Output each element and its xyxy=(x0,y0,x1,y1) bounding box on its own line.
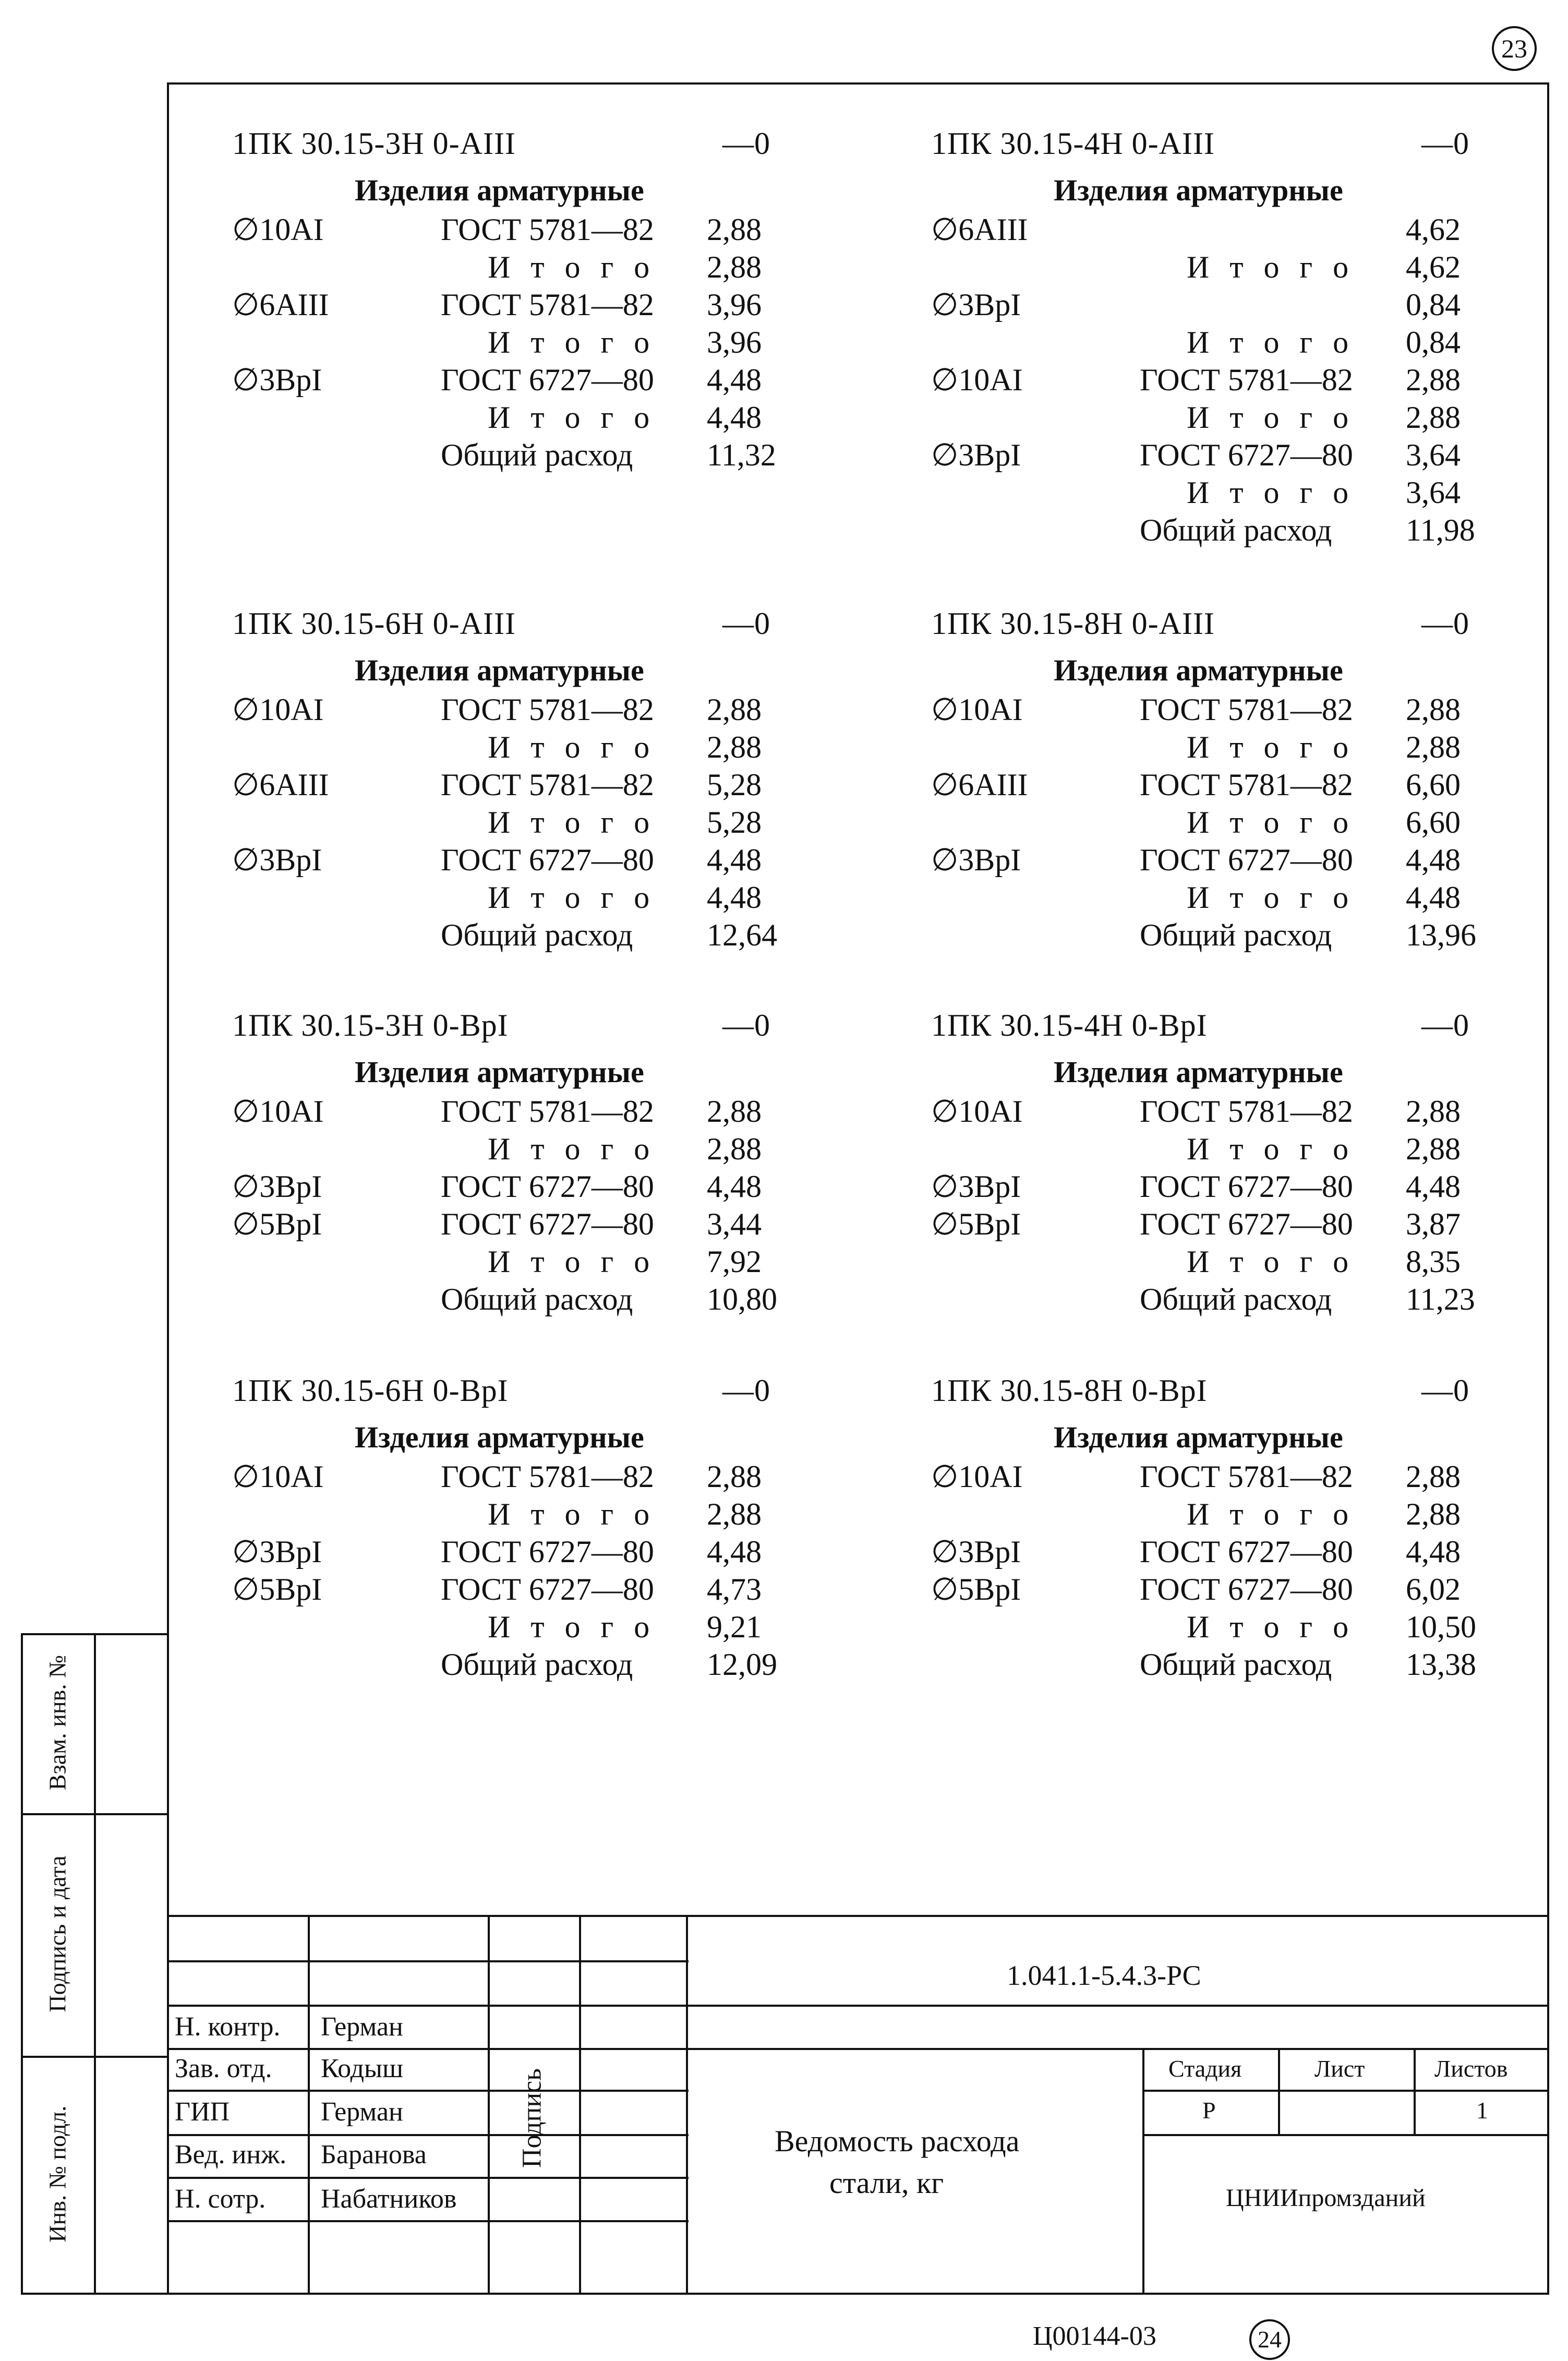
block-suffix: —0 xyxy=(722,1373,770,1408)
mass-value: 12,09 xyxy=(707,1647,777,1682)
rebar-code: ∅5ВрI xyxy=(931,1572,1021,1607)
total-label: Общий расход xyxy=(441,918,633,952)
gost-standard: ГОСТ 6727—80 xyxy=(441,1169,654,1204)
gost-standard: ГОСТ 6727—80 xyxy=(1140,1207,1353,1241)
stamp-list-label: Лист xyxy=(1314,2055,1365,2082)
subtotal-label: И т о г о xyxy=(488,1497,656,1531)
gost-standard: ГОСТ 5781—82 xyxy=(441,212,654,247)
subtotal-label: И т о г о xyxy=(1187,880,1355,915)
block-suffix: —0 xyxy=(1421,1008,1469,1042)
mass-value: 4,48 xyxy=(707,1169,762,1204)
mass-value: 6,02 xyxy=(1406,1572,1461,1607)
total-label: Общий расход xyxy=(1140,918,1332,952)
subtotal-label: И т о г о xyxy=(488,1132,656,1166)
rebar-code: ∅3ВрI xyxy=(232,1535,322,1569)
side-divider-1 xyxy=(21,1813,169,1815)
gost-standard: ГОСТ 5781—82 xyxy=(1140,1459,1353,1494)
rebar-code: ∅3ВрI xyxy=(232,1169,322,1204)
block-title: 1ПК 30.15-6Н 0-АIII xyxy=(232,606,516,641)
block-title: 1ПК 30.15-4Н 0-ВрI xyxy=(931,1008,1208,1042)
subtotal-label: И т о г о xyxy=(488,880,656,915)
mass-value: 4,48 xyxy=(707,843,762,877)
gost-standard: ГОСТ 5781—82 xyxy=(441,1094,654,1129)
subtotal-label: И т о г о xyxy=(1187,400,1355,435)
mass-value: 2,88 xyxy=(707,692,762,727)
block-section-heading: Изделия арматурные xyxy=(1054,1420,1343,1454)
total-label: Общий расход xyxy=(1140,513,1332,547)
subtotal-label: И т о г о xyxy=(488,805,656,840)
mass-value: 2,88 xyxy=(1406,692,1461,727)
mass-value: 3,96 xyxy=(707,325,762,359)
block-section-heading: Изделия арматурные xyxy=(355,653,644,687)
mass-value: 2,88 xyxy=(1406,1497,1461,1531)
subtotal-label: И т о г о xyxy=(1187,1610,1355,1644)
stamp-role-4: Вед. инж. xyxy=(175,2140,287,2170)
gost-standard: ГОСТ 5781—82 xyxy=(441,287,654,322)
stamp-role-5: Н. сотр. xyxy=(175,2184,266,2214)
mass-value: 8,35 xyxy=(1406,1244,1461,1279)
rebar-code: ∅5ВрI xyxy=(931,1207,1021,1241)
mass-value: 2,88 xyxy=(1406,1132,1461,1166)
stamp-title-line2: стали, кг xyxy=(829,2166,944,2200)
stamp-name-2: Кодыш xyxy=(321,2054,404,2083)
rebar-code: ∅10AI xyxy=(931,363,1023,397)
mass-value: 2,88 xyxy=(1406,363,1461,397)
block-section-heading: Изделия арматурные xyxy=(1054,1055,1343,1089)
stamp-name-1: Герман xyxy=(321,2012,403,2042)
subtotal-label: И т о г о xyxy=(488,1610,656,1644)
mass-value: 2,88 xyxy=(707,1094,762,1129)
block-title: 1ПК 30.15-4Н 0-АIII xyxy=(931,126,1215,161)
block-title: 1ПК 30.15-3Н 0-ВрI xyxy=(232,1008,509,1042)
rebar-code: ∅10AI xyxy=(931,692,1023,727)
block-title: 1ПК 30.15-8Н 0-АIII xyxy=(931,606,1215,641)
stamp-doc-code: 1.041.1-5.4.3-РС xyxy=(1007,1960,1201,1991)
stamp-title-line1: Ведомость расхода xyxy=(775,2124,1020,2158)
mass-value: 4,62 xyxy=(1406,250,1461,284)
stamp-top-line xyxy=(167,1915,1549,1917)
mass-value: 3,64 xyxy=(1406,475,1461,510)
mass-value: 11,98 xyxy=(1406,513,1475,547)
rebar-code: ∅6AIII xyxy=(232,768,329,802)
gost-standard: ГОСТ 6727—80 xyxy=(441,1572,654,1607)
block-section-heading: Изделия арматурные xyxy=(1054,653,1343,687)
mass-value: 2,88 xyxy=(1406,1459,1461,1494)
mass-value: 4,62 xyxy=(1406,212,1461,247)
rebar-code: ∅10AI xyxy=(232,1459,324,1494)
mass-value: 12,64 xyxy=(707,918,777,952)
rebar-code: ∅3ВрI xyxy=(931,843,1021,877)
rebar-code: ∅10AI xyxy=(232,1094,324,1129)
rebar-code: ∅3ВрI xyxy=(931,1169,1021,1204)
gost-standard: ГОСТ 6727—80 xyxy=(441,1207,654,1241)
stamp-stadia-value: Р xyxy=(1202,2097,1216,2124)
mass-value: 2,88 xyxy=(1406,1094,1461,1129)
rebar-code: ∅6AIII xyxy=(931,212,1028,247)
mass-value: 11,23 xyxy=(1406,1282,1475,1316)
total-label: Общий расход xyxy=(1140,1647,1332,1682)
block-suffix: —0 xyxy=(1421,126,1469,161)
mass-value: 3,87 xyxy=(1406,1207,1461,1241)
mass-value: 4,48 xyxy=(707,880,762,915)
block-section-heading: Изделия арматурные xyxy=(355,1420,644,1454)
rebar-code: ∅3ВрI xyxy=(931,1535,1021,1569)
mass-value: 3,44 xyxy=(707,1207,762,1241)
mass-value: 7,92 xyxy=(707,1244,762,1279)
block-suffix: —0 xyxy=(722,126,770,161)
block-title: 1ПК 30.15-8Н 0-ВрI xyxy=(931,1373,1208,1408)
mass-value: 0,84 xyxy=(1406,325,1461,359)
gost-standard: ГОСТ 6727—80 xyxy=(441,363,654,397)
page-number-bottom: 24 xyxy=(1249,2319,1290,2360)
total-label: Общий расход xyxy=(441,438,633,472)
stamp-podpis: Подпись xyxy=(517,2068,547,2168)
stamp-listov-label: Листов xyxy=(1434,2055,1508,2082)
mass-value: 4,48 xyxy=(1406,880,1461,915)
side-strip-bottom xyxy=(21,2293,169,2295)
block-suffix: —0 xyxy=(1421,606,1469,641)
gost-standard: ГОСТ 5781—82 xyxy=(1140,363,1353,397)
stamp-name-4: Баранова xyxy=(321,2140,427,2170)
gost-standard: ГОСТ 6727—80 xyxy=(441,843,654,877)
mass-value: 4,48 xyxy=(707,1535,762,1569)
stamp-role-3: ГИП xyxy=(175,2097,230,2127)
rebar-code: ∅3ВрI xyxy=(232,363,322,397)
mass-value: 2,88 xyxy=(707,1132,762,1166)
block-suffix: —0 xyxy=(722,606,770,641)
mass-value: 4,48 xyxy=(1406,843,1461,877)
rebar-code: ∅3ВрI xyxy=(931,438,1021,472)
subtotal-label: И т о г о xyxy=(488,325,656,359)
side-divider-2 xyxy=(21,2056,169,2058)
subtotal-label: И т о г о xyxy=(1187,1244,1355,1279)
mass-value: 13,38 xyxy=(1406,1647,1476,1682)
mass-value: 2,88 xyxy=(707,212,762,247)
side-label-inv-podl: Инв. № подл. xyxy=(44,2105,71,2243)
gost-standard: ГОСТ 5781—82 xyxy=(1140,692,1353,727)
side-strip-border xyxy=(94,1633,96,2295)
subtotal-label: И т о г о xyxy=(488,250,656,284)
subtotal-label: И т о г о xyxy=(1187,325,1355,359)
stamp-name-5: Набатников xyxy=(321,2184,457,2214)
rebar-code: ∅10AI xyxy=(232,212,324,247)
block-section-heading: Изделия арматурные xyxy=(355,173,644,207)
mass-value: 6,60 xyxy=(1406,805,1461,840)
mass-value: 0,84 xyxy=(1406,287,1461,322)
mass-value: 3,96 xyxy=(707,287,762,322)
mass-value: 4,48 xyxy=(707,363,762,397)
mass-value: 2,88 xyxy=(707,1459,762,1494)
gost-standard: ГОСТ 6727—80 xyxy=(441,1535,654,1569)
subtotal-label: И т о г о xyxy=(1187,730,1355,764)
side-label-podpis-data: Подпись и дата xyxy=(44,1855,71,2012)
rebar-code: ∅10AI xyxy=(232,692,324,727)
mass-value: 6,60 xyxy=(1406,768,1461,802)
mass-value: 9,21 xyxy=(707,1610,762,1644)
mass-value: 4,48 xyxy=(707,400,762,435)
gost-standard: ГОСТ 6727—80 xyxy=(1140,1535,1353,1569)
mass-value: 2,88 xyxy=(707,250,762,284)
mass-value: 2,88 xyxy=(1406,400,1461,435)
mass-value: 2,88 xyxy=(707,730,762,764)
subtotal-label: И т о г о xyxy=(1187,475,1355,510)
mass-value: 5,28 xyxy=(707,768,762,802)
block-section-heading: Изделия арматурные xyxy=(355,1055,644,1089)
rebar-code: ∅3ВрI xyxy=(232,843,322,877)
mass-value: 4,48 xyxy=(1406,1535,1461,1569)
stamp-org: ЦНИИпромзданий xyxy=(1226,2184,1426,2212)
total-label: Общий расход xyxy=(441,1647,633,1682)
side-label-vzam: Взам. инв. № xyxy=(44,1655,71,1791)
gost-standard: ГОСТ 6727—80 xyxy=(1140,1572,1353,1607)
rebar-code: ∅6AIII xyxy=(232,287,329,322)
mass-value: 5,28 xyxy=(707,805,762,840)
gost-standard: ГОСТ 6727—80 xyxy=(1140,438,1353,472)
subtotal-label: И т о г о xyxy=(488,730,656,764)
page-number-top: 23 xyxy=(1492,26,1537,71)
block-section-heading: Изделия арматурные xyxy=(1054,173,1343,207)
rebar-code: ∅10AI xyxy=(931,1459,1023,1494)
stamp-stadia-label: Стадия xyxy=(1168,2055,1242,2082)
mass-value: 2,88 xyxy=(1406,730,1461,764)
mass-value: 10,50 xyxy=(1406,1610,1476,1644)
subtotal-label: И т о г о xyxy=(488,1244,656,1279)
bottom-code: Ц00144-03 xyxy=(1033,2321,1156,2351)
side-strip-left xyxy=(21,1633,23,2295)
rebar-code: ∅5ВрI xyxy=(232,1572,322,1607)
total-label: Общий расход xyxy=(441,1282,633,1316)
total-label: Общий расход xyxy=(1140,1282,1332,1316)
mass-value: 11,32 xyxy=(707,438,776,472)
gost-standard: ГОСТ 5781—82 xyxy=(1140,768,1353,802)
block-title: 1ПК 30.15-6Н 0-ВрI xyxy=(232,1373,509,1408)
subtotal-label: И т о г о xyxy=(1187,1132,1355,1166)
stamp-listov-value: 1 xyxy=(1476,2097,1488,2124)
mass-value: 10,80 xyxy=(707,1282,777,1316)
subtotal-label: И т о г о xyxy=(1187,1497,1355,1531)
subtotal-label: И т о г о xyxy=(1187,250,1355,284)
mass-value: 3,64 xyxy=(1406,438,1461,472)
stamp-name-3: Герман xyxy=(321,2097,403,2127)
block-suffix: —0 xyxy=(1421,1373,1469,1408)
gost-standard: ГОСТ 6727—80 xyxy=(1140,1169,1353,1204)
mass-value: 2,88 xyxy=(707,1497,762,1531)
subtotal-label: И т о г о xyxy=(488,400,656,435)
gost-standard: ГОСТ 5781—82 xyxy=(441,692,654,727)
mass-value: 4,73 xyxy=(707,1572,762,1607)
stamp-role-2: Зав. отд. xyxy=(175,2054,272,2083)
mass-value: 4,48 xyxy=(1406,1169,1461,1204)
stamp-role-1: Н. контр. xyxy=(175,2012,281,2042)
subtotal-label: И т о г о xyxy=(1187,805,1355,840)
block-title: 1ПК 30.15-3Н 0-АIII xyxy=(232,126,516,161)
rebar-code: ∅10AI xyxy=(931,1094,1023,1129)
rebar-code: ∅3ВрI xyxy=(931,287,1021,322)
rebar-code: ∅5ВрI xyxy=(232,1207,322,1241)
rebar-code: ∅6AIII xyxy=(931,768,1028,802)
gost-standard: ГОСТ 5781—82 xyxy=(441,1459,654,1494)
block-suffix: —0 xyxy=(722,1008,770,1042)
gost-standard: ГОСТ 5781—82 xyxy=(1140,1094,1353,1129)
gost-standard: ГОСТ 5781—82 xyxy=(441,768,654,802)
gost-standard: ГОСТ 6727—80 xyxy=(1140,843,1353,877)
mass-value: 13,96 xyxy=(1406,918,1476,952)
